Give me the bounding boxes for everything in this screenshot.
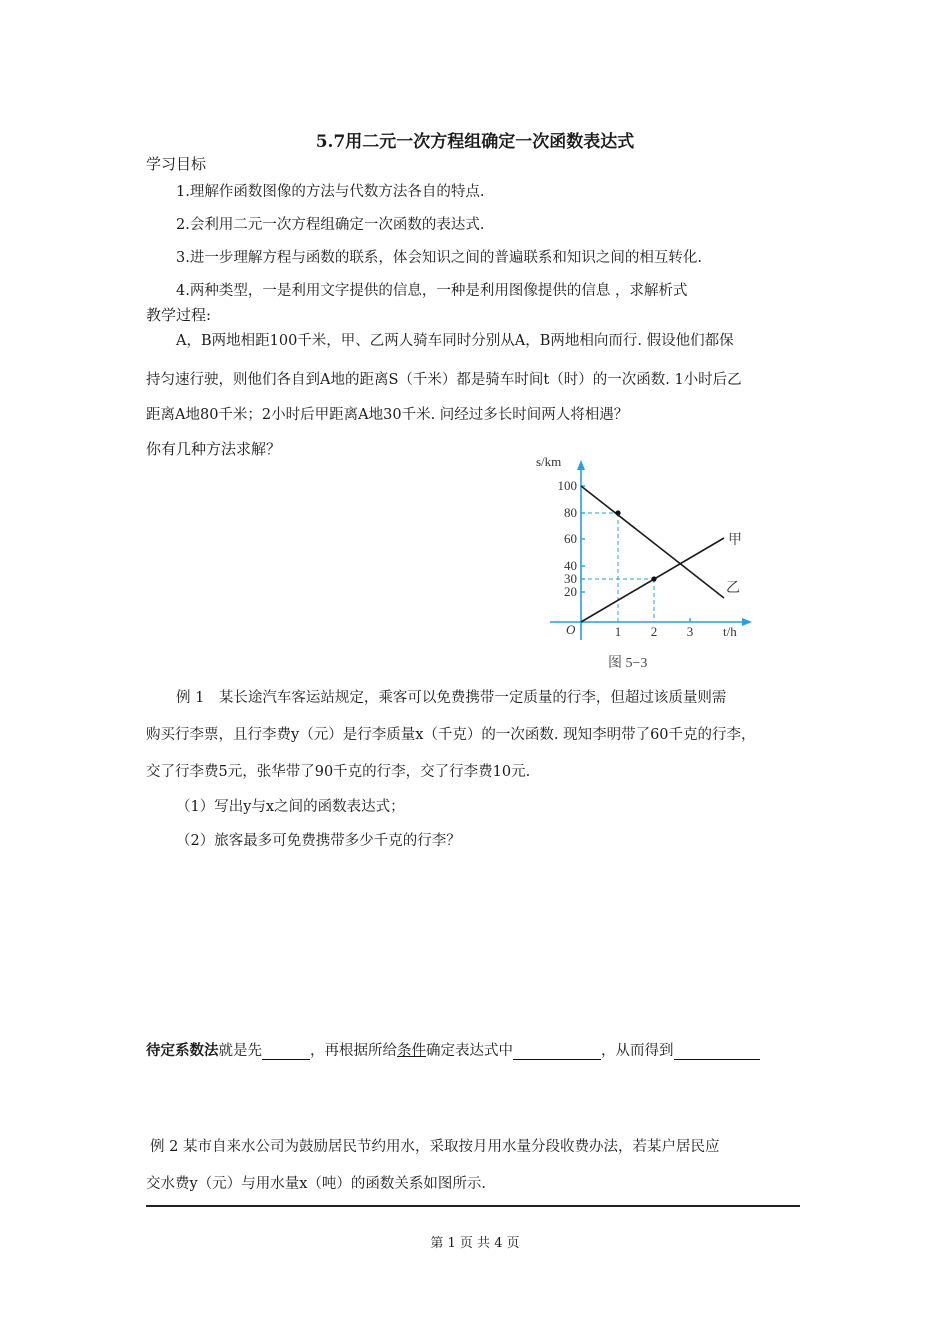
example2-line-2: 交水费y（元）与用水量x（吨）的函数关系如图所示. [146, 1176, 486, 1192]
point-1-80 [615, 510, 620, 515]
fill-blank-1[interactable] [262, 1043, 310, 1060]
svg-text:30: 30 [564, 571, 577, 586]
line-yi [581, 486, 724, 598]
method-text-4: ，从而得到 [601, 1043, 674, 1059]
example2-line-1: 例 2 某市自来水公司为鼓励居民节约用水，采取按月用水量分段收费办法，若某户居民应 [150, 1139, 720, 1155]
guide-lines [581, 513, 654, 622]
page-title: 5.7用二元一次方程组确定一次函数表达式 [315, 132, 635, 152]
process-heading: 教学过程: [146, 306, 212, 324]
y-axis-arrow-icon [577, 460, 585, 470]
example1-line-1: 例 1 某长途汽车客运站规定，乘客可以免费携带一定质量的行李，但超过该质量则需 [176, 690, 727, 706]
svg-text:60: 60 [564, 531, 577, 546]
method-text-1: 就是先 [218, 1043, 262, 1059]
method-term: 待定系数法 [146, 1042, 219, 1059]
svg-text:1: 1 [614, 624, 622, 639]
objective-item-3: 3.进一步理解方程与函数的联系，体会知识之间的普遍联系和知识之间的相互转化. [176, 250, 702, 266]
example1-question-1: （1）写出y与x之间的函数表达式； [176, 799, 405, 815]
svg-text:100: 100 [557, 478, 577, 493]
x-axis-label: t/h [723, 624, 737, 639]
example1-line-3: 交了行李费5元，张华带了90千克的行李，交了行李费10元. [146, 764, 531, 780]
distance-time-chart [530, 452, 770, 677]
method-text-3: 确定表达式中 [426, 1043, 513, 1059]
y-ticks [581, 486, 690, 622]
svg-text:20: 20 [564, 584, 577, 599]
svg-text:3: 3 [686, 624, 694, 639]
method-text-2: ，再根据所给 [310, 1043, 397, 1059]
problem-question: 你有几种方法求解？ [146, 440, 282, 458]
x-tick-labels [615, 624, 694, 639]
page-bottom-rule [146, 1205, 800, 1207]
example1-question-2: （2）旅客最多可免费携带多少千克的行李？ [176, 833, 461, 849]
figure-caption: 图 5−3 [608, 656, 648, 671]
method-definition [146, 1039, 808, 1060]
problem-line-3: 距离A地80千米；2小时后甲距离A地30千米. 问经过多长时间两人将相遇？ [146, 407, 629, 423]
method-underlined-term: 条件 [397, 1043, 426, 1059]
problem-line-1: A，B两地相距100千米，甲、乙两人骑车同时分别从A，B两地相向而行. 假设他们都保 [176, 333, 734, 349]
objective-item-4: 4.两种类型，一是利用文字提供的信息，一种是利用图像提供的信息 ，求解析式 [176, 283, 688, 299]
objectives-heading: 学习目标 [146, 155, 207, 173]
y-axis-label: s/km [536, 454, 562, 469]
objective-item-2: 2.会利用二元一次方程组确定一次函数的表达式. [176, 217, 485, 233]
page-footer: 第 1 页 共 4 页 [430, 1236, 520, 1251]
svg-text:80: 80 [564, 505, 577, 520]
x-axis-arrow-icon [742, 618, 752, 626]
fill-blank-3[interactable] [674, 1043, 760, 1060]
origin-label: O [566, 622, 576, 637]
svg-text:40: 40 [564, 558, 577, 573]
objective-item-1: 1.理解作函数图像的方法与代数方法各自的特点. [176, 184, 485, 200]
point-2-30 [651, 576, 656, 581]
y-tick-labels [558, 478, 578, 599]
svg-text:2: 2 [650, 624, 658, 639]
label-jia: 甲 [728, 533, 742, 548]
fill-blank-2[interactable] [513, 1043, 601, 1060]
label-yi: 乙 [726, 581, 740, 596]
problem-line-2: 持匀速行驶，则他们各自到A地的距离S（千米）都是骑车时间t（时）的一次函数. 1小时后乙 [146, 372, 742, 388]
example1-line-2: 购买行李票，且行李费y（元）是行李质量x（千克）的一次函数. 现知李明带了60千克的行李， [146, 727, 756, 743]
figure-5-3 [530, 452, 770, 677]
